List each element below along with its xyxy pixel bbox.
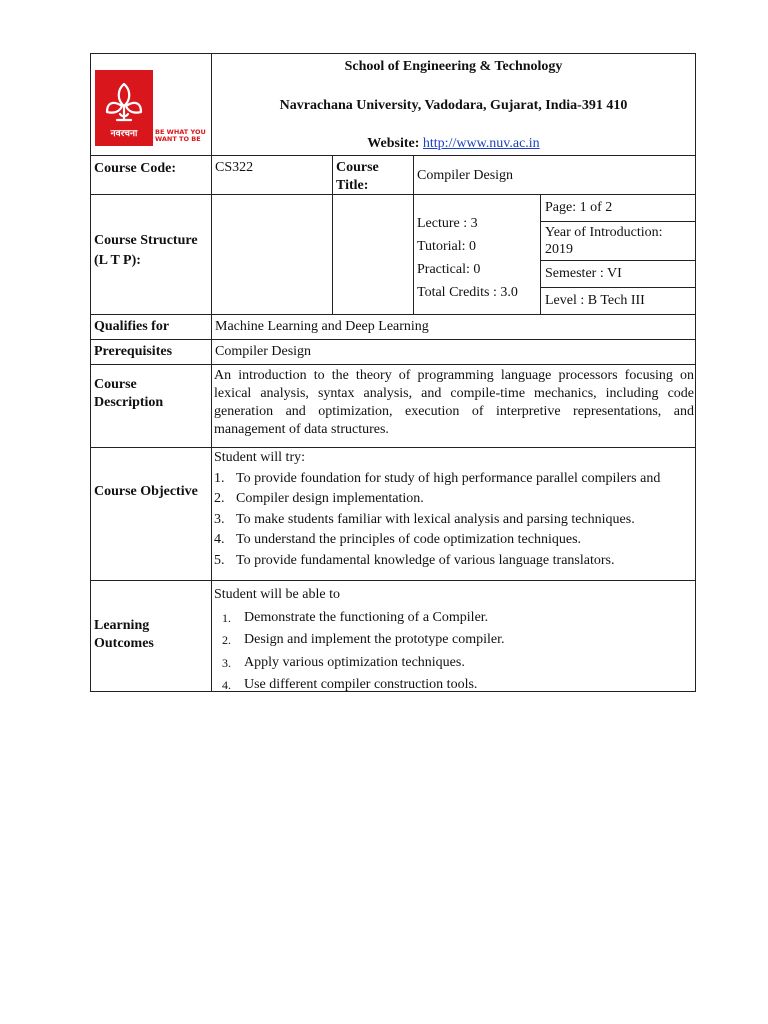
objective-content (214, 448, 694, 571)
outcome-item-number: 1. (222, 610, 231, 625)
objective-item-text: To provide fundamental knowledge of various language translators. (236, 552, 615, 568)
outcome-item-number: 3. (222, 655, 231, 670)
outcome-item (222, 629, 694, 652)
row-divider-structure (90, 314, 696, 315)
course-title-label-line1: Course (336, 160, 379, 175)
objective-item (214, 551, 694, 572)
objective-item (214, 489, 694, 510)
outcome-item-text: Demonstrate the functioning of a Compiler. (244, 609, 489, 625)
ltp-values (417, 212, 539, 304)
objective-item-number: 2. (214, 491, 225, 506)
objective-label: Course Objective (94, 484, 198, 499)
logo-tagline-line2: WANT TO BE (155, 135, 201, 143)
outcomes-intro: Student will be able to (214, 587, 340, 602)
school-name: School of Engineering & Technology (344, 59, 563, 74)
website-label: Website: (367, 136, 420, 151)
qualifies-value: Machine Learning and Deep Learning (215, 319, 429, 334)
objective-item-text: To make students familiar with lexical analysis and parsing techniques. (236, 511, 635, 527)
course-title-label (336, 159, 411, 195)
outcome-item (222, 652, 694, 675)
table-border-left (90, 53, 91, 692)
outcome-item (222, 674, 694, 697)
course-structure-label: Course Structure (L T P): (94, 233, 198, 268)
objective-list (214, 469, 694, 572)
level: Level : B Tech III (545, 293, 645, 308)
outcome-item-text: Apply various optimization techniques. (244, 654, 465, 670)
practical-value: Practical: 0 (417, 262, 481, 277)
outcome-item (222, 607, 694, 630)
objective-item-number: 5. (214, 552, 225, 568)
description-text: An introduction to the theory of programming language processors focusing on lexical analysis, syntax analysis, and compile-time mechanics, including code generation and optimization, execution of interpretive representations, and management of data structures. (214, 368, 694, 437)
qualifies-label: Qualifies for (94, 319, 170, 334)
outcomes-list (214, 607, 694, 697)
row-divider-qualifies (90, 339, 696, 340)
outcomes-label-line2: Outcomes (94, 636, 154, 651)
col-divider-4 (540, 194, 541, 315)
total-credits-value: Total Credits : 3.0 (417, 285, 518, 300)
website-line (212, 135, 695, 155)
outcome-item-text: Design and implement the prototype compiler. (244, 632, 505, 647)
outcome-item-number: 2. (222, 633, 231, 647)
logo-tagline-line1: BE WHAT YOU (155, 128, 206, 136)
university-logo (95, 70, 207, 148)
semester: Semester : VI (545, 266, 622, 281)
outcomes-label (94, 617, 209, 653)
objective-item-text: To provide foundation for study of high performance parallel compilers and (236, 470, 661, 486)
objective-item (214, 530, 694, 551)
col-divider-3 (413, 155, 414, 315)
prerequisites-label: Prerequisites (94, 344, 173, 359)
subrow-divider-year (540, 260, 696, 261)
course-title-label-line2: Title: (336, 178, 369, 193)
objective-intro: Student will try: (214, 450, 305, 465)
description-label-line2: Description (94, 395, 164, 410)
table-border-right (695, 53, 696, 692)
lecture-value: Lecture : 3 (417, 216, 478, 231)
outcome-item-text: Use different compiler construction tools. (244, 677, 478, 692)
objective-item-number: 4. (214, 532, 225, 547)
subrow-divider-semester (540, 287, 696, 288)
outcomes-content (214, 584, 694, 697)
objective-item-number: 3. (214, 511, 225, 527)
course-code-value: CS322 (215, 160, 254, 175)
subrow-divider-page (540, 221, 696, 222)
prerequisites-value: Compiler Design (215, 344, 312, 359)
description-label (94, 376, 209, 412)
logo-emblem-icon (95, 70, 207, 148)
objective-item-text: Compiler design implementation. (236, 491, 424, 506)
logo-wordmark: नवरचना (110, 129, 138, 139)
col-divider-2 (332, 155, 333, 315)
description-label-line1: Course (94, 377, 137, 392)
outcomes-label-line1: Learning (94, 618, 150, 633)
row-divider-prereq (90, 364, 696, 365)
year-of-introduction: Year of Introduction: 2019 (545, 225, 663, 257)
course-title-value: Compiler Design (417, 168, 514, 183)
website-link[interactable]: http://www.nuv.ac.in (422, 136, 540, 151)
tutorial-value: Tutorial: 0 (417, 239, 476, 254)
outcome-item-number: 4. (222, 678, 231, 692)
table-border-top (90, 53, 696, 54)
course-code-label: Course Code: (94, 161, 177, 176)
objective-item-text: To understand the principles of code optimization techniques. (236, 532, 582, 547)
page-number: Page: 1 of 2 (545, 200, 613, 215)
row-divider-header (90, 155, 696, 156)
university-name: Navrachana University, Vadodara, Gujarat, India-391 410 (279, 98, 628, 113)
objective-item (214, 469, 694, 490)
objective-item (214, 510, 694, 531)
objective-item-number: 1. (214, 470, 225, 486)
row-divider-objective (90, 580, 696, 581)
